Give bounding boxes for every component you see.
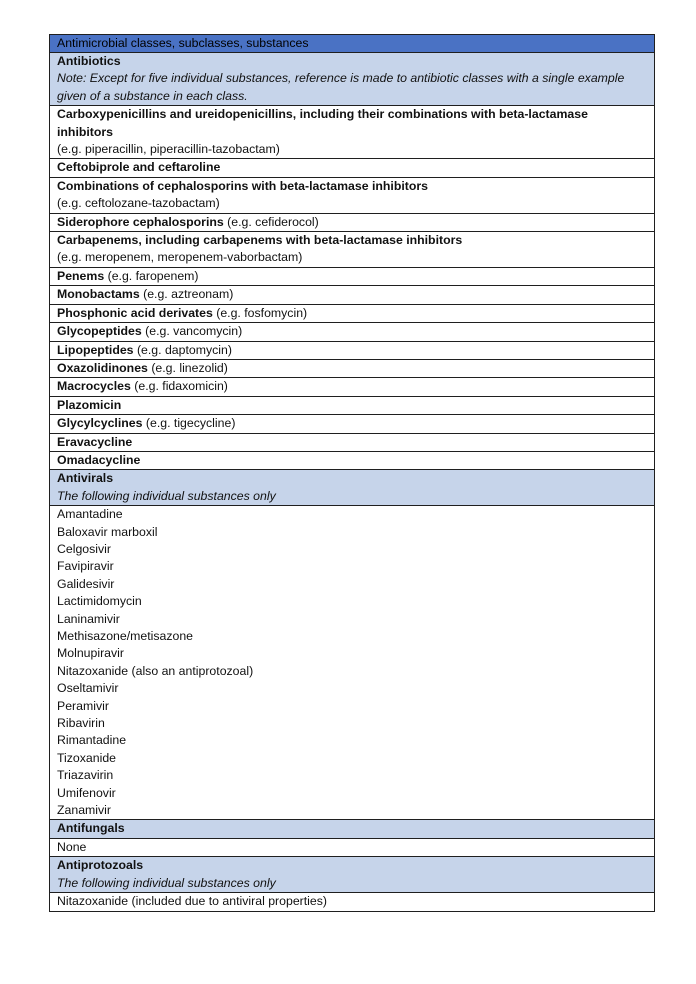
antiviral-item: Peramivir (57, 698, 109, 713)
antiviral-item: Oseltamivir (57, 681, 119, 696)
antibiotic-row (50, 433, 655, 451)
document (49, 34, 655, 912)
antibiotic-class-name: Phosphonic acid derivates (57, 305, 213, 320)
antibiotic-class-name: Siderophore cephalosporins (57, 214, 224, 229)
antibiotic-class-name: Omadacycline (57, 452, 141, 467)
antibiotic-example: (e.g. fidaxomicin) (134, 379, 228, 394)
antibiotic-row (50, 359, 655, 377)
antiviral-item: Celgosivir (57, 541, 111, 556)
antiviral-item: Lactimidomycin (57, 594, 142, 609)
antifungals-value: None (50, 838, 655, 856)
antibiotic-row (50, 177, 655, 213)
antivirals-list-row (50, 506, 655, 820)
antiprotozoals-value: Nitazoxanide (included due to antiviral properties) (50, 893, 655, 911)
antibiotic-class-name: Glycopeptides (57, 324, 142, 339)
antibiotic-row (50, 159, 655, 177)
antibiotic-row (50, 323, 655, 341)
antibiotic-row (50, 106, 655, 159)
antiviral-item: Favipiravir (57, 559, 114, 574)
antiviral-item: Baloxavir marboxil (57, 524, 158, 539)
antiviral-item: Methisazone/metisazone (57, 629, 194, 643)
section-note-antibiotics: Note: Except for five individual substances, reference is made to antibiotic classes with a single example given of a substance in each class. (57, 71, 625, 103)
antibiotic-class-name: Glycylcyclines (57, 416, 143, 431)
antibiotic-example: (e.g. vancomycin) (145, 324, 243, 339)
antibiotic-class-name: Eravacycline (57, 434, 133, 449)
section-heading-antifungals: Antifungals (57, 821, 125, 836)
section-note-antivirals: The following individual substances only (57, 488, 276, 503)
antibiotic-class-name: Penems (57, 268, 105, 283)
antiviral-item: Ribavirin (57, 716, 105, 731)
antibiotic-class-name: Carbapenems, including carbapenems with beta-lactamase inhibitors (57, 233, 463, 248)
antiviral-item: Molnupiravir (57, 646, 124, 661)
antimicrobial-table (49, 34, 655, 912)
antibiotic-example: (e.g. meropenem, meropenem-vaborbactam) (57, 250, 303, 265)
section-note-antiprotozoals: The following individual substances only (57, 875, 276, 890)
antibiotic-example: (e.g. daptomycin) (136, 342, 232, 357)
antibiotic-example: (e.g. fosfomycin) (216, 305, 308, 320)
antibiotic-example: (e.g. cefiderocol) (227, 214, 319, 229)
antiviral-item: Tizoxanide (57, 750, 117, 765)
antibiotic-class-name: Combinations of cephalosporins with beta-lactamase inhibitors (57, 178, 429, 193)
section-antibiotics (50, 53, 655, 106)
antibiotic-class-name: Plazomicin (57, 397, 122, 412)
antibiotic-example: (e.g. ceftolozane-tazobactam) (57, 196, 220, 211)
section-antiprotozoals (50, 857, 655, 893)
antibiotic-row (50, 286, 655, 304)
antibiotic-row (50, 415, 655, 433)
antiviral-item: Galidesivir (57, 576, 115, 591)
antibiotic-class-name: Lipopeptides (57, 342, 134, 357)
section-antivirals (50, 470, 655, 506)
antibiotic-row (50, 341, 655, 359)
antibiotic-row (50, 378, 655, 396)
section-heading-antiprotozoals: Antiprotozoals (57, 858, 144, 873)
antibiotic-example: (e.g. piperacillin, piperacillin-tazobactam) (57, 142, 280, 157)
antibiotic-row (50, 213, 655, 231)
antiviral-item: Triazavirin (57, 768, 114, 783)
antiviral-item: Umifenovir (57, 785, 116, 800)
antiviral-item: Amantadine (57, 507, 123, 522)
section-antifungals (50, 820, 655, 838)
section-heading-antivirals: Antivirals (57, 471, 114, 486)
antifungals-value-row (50, 838, 655, 856)
antibiotic-example: (e.g. aztreonam) (143, 287, 234, 302)
antibiotic-row (50, 267, 655, 285)
antibiotic-row (50, 451, 655, 469)
table-title: Antimicrobial classes, subclasses, substances (50, 35, 655, 53)
antiviral-item: Nitazoxanide (also an antiprotozoal) (57, 663, 254, 678)
antiviral-item: Rimantadine (57, 733, 127, 748)
antibiotic-row (50, 232, 655, 268)
antiprotozoals-value-row (50, 893, 655, 911)
antibiotic-example: (e.g. linezolid) (151, 360, 228, 375)
section-heading-antibiotics: Antibiotics (57, 54, 121, 68)
antibiotic-row (50, 396, 655, 414)
antibiotic-example: (e.g. tigecycline) (145, 416, 236, 431)
antibiotic-class-name: Macrocycles (57, 379, 131, 394)
antibiotic-class-name: Monobactams (57, 287, 140, 302)
antibiotic-class-name: Ceftobiprole and ceftaroline (57, 160, 221, 175)
antiviral-item: Laninamivir (57, 611, 120, 626)
antibiotic-class-name: Carboxypenicillins and ureidopenicillins, including their combinations with beta-lactamase inhibitors (57, 107, 588, 139)
antivirals-list (50, 506, 655, 820)
table-title-row (50, 35, 655, 53)
antibiotic-row (50, 304, 655, 322)
antibiotic-class-name: Oxazolidinones (57, 360, 148, 375)
antiviral-item: Zanamivir (57, 803, 111, 818)
antibiotic-example: (e.g. faropenem) (107, 268, 199, 283)
